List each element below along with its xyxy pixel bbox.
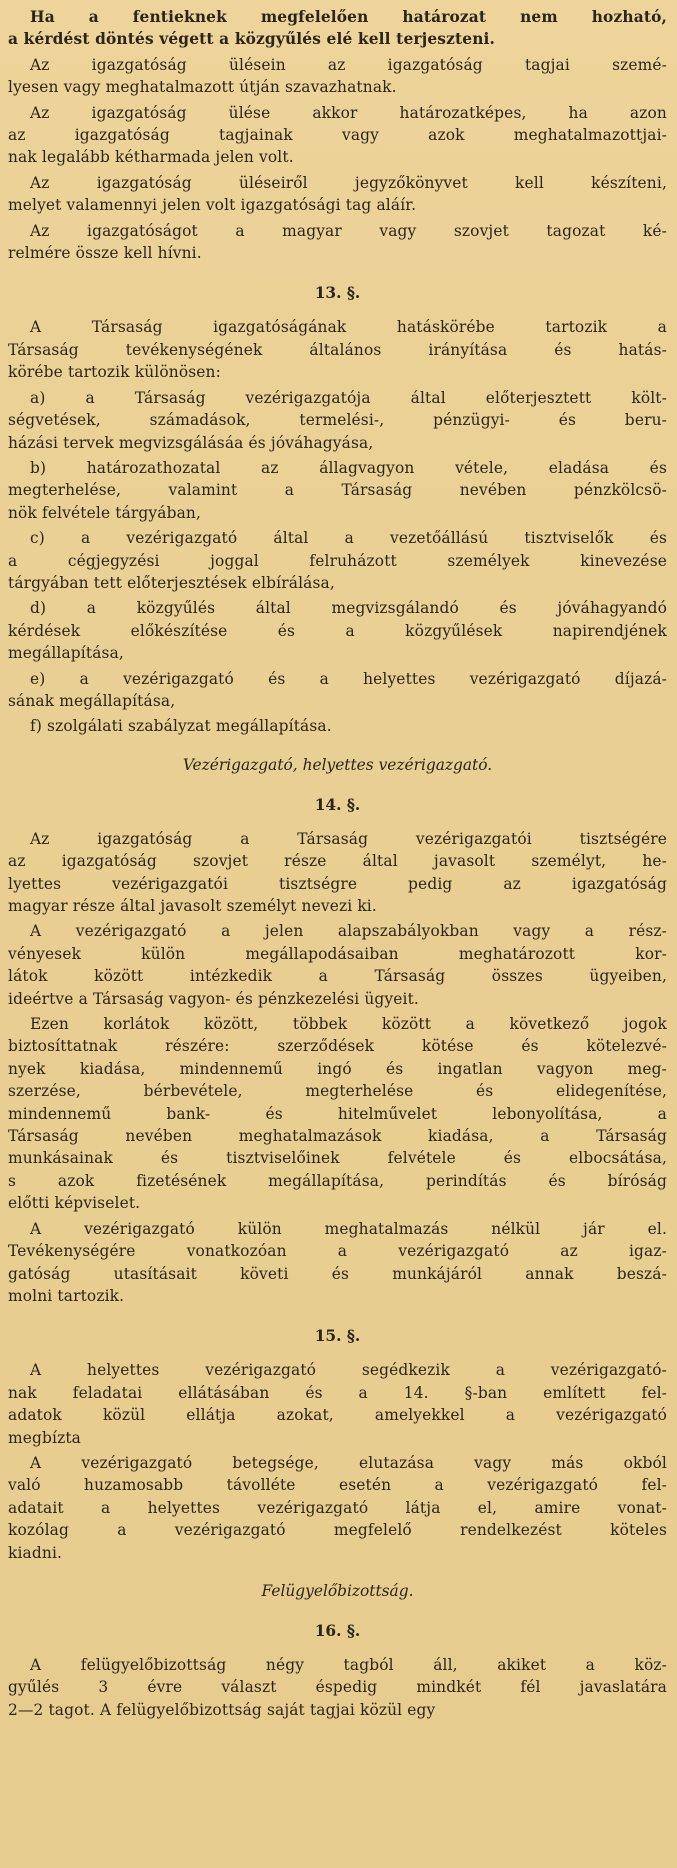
text-line: házási tervek megvizsgálásáa és jóváhagyása, [8,433,374,452]
text-line: Ezen korlátok között, többek között a következő jogok [30,1015,667,1034]
list-item [8,387,667,454]
text-line: az igazgatóság tagjainak vagy azok meghatalmazottjai- [8,126,667,145]
list-item [8,597,667,664]
text-line: adatait a helyettes vezérigazgató látja el, amire vonat- [8,1498,667,1517]
text-line: az igazgatóság szovjet része által javasolt személyt, he- [8,852,667,871]
list-item [8,668,667,713]
text-line: kérdések előkészítése és a közgyűlések napirendjének [8,621,667,640]
text-line: a kérdést döntés végett a közgyűlés elé kell terjeszteni. [8,30,496,49]
text-line: a cégjegyzési joggal felruházott személyek kinevezése [8,551,667,570]
text-line: sának megállapítása, [8,691,176,710]
text-line: nak legalább kétharmada jelen volt. [8,148,294,167]
text-line: s azok fizetésének megállapítása, perindítás és bíróság [8,1171,667,1190]
text-line: melyet valamennyi jelen volt igazgatósági tag aláír. [8,196,417,215]
text-line: lyesen vagy meghatalmazott útján szavazhatnak. [8,78,397,97]
text-line: e) a vezérigazgató és a helyettes vezérigazgató díjazá- [30,669,667,688]
list-item [8,527,667,594]
list-item [8,715,667,737]
paragraph [8,220,667,265]
text-line: A vezérigazgató a jelen alapszabályokban vagy a rész- [30,922,667,941]
section-heading: 15. §. [314,1327,361,1346]
paragraph [8,54,667,99]
text-line: A Társaság igazgatóságának hatáskörébe tartozik a [30,318,667,337]
text-line: A vezérigazgató külön meghatalmazás nélkül jár el. [30,1219,667,1238]
paragraph [8,1013,667,1215]
text-line: Társaság nevében meghatalmazások kiadása, a Társaság [8,1127,667,1146]
text-line: biztosíttatnak részére: szerződések kötése és kötelezvé- [8,1037,667,1056]
text-line: Az igazgatóság a Társaság vezérigazgatói tisztségére [30,829,667,848]
section-heading: 14. §. [314,795,361,814]
text-line: kiadni. [8,1543,63,1562]
text-line: ségvetések, számadások, termelési-, pénzügyi- és beru- [8,411,667,430]
text-line: Az igazgatóság üléseiről jegyzőkönyvet kell készíteni, [30,173,667,192]
text-line: a) a Társaság vezérigazgatója által előterjesztett költ- [30,388,667,407]
paragraph [8,1359,667,1449]
text-line: megterhelése, valamint a Társaság nevében pénzkölcsö- [8,481,667,500]
text-line: Az igazgatóság ülése akkor határozatképes, ha azon [30,103,667,122]
paragraph [8,828,667,918]
text-line: ideértve a Társaság vagyon- és pénzkezelési ügyeit. [8,989,419,1008]
paragraph [8,1218,667,1308]
text-line: megbízta [8,1428,81,1447]
section-subtitle: Vezérigazgató, helyettes vezérigazgató. [182,755,493,774]
text-line: vényesek külön megállapodásaiban meghatározott kor- [8,944,667,963]
text-line: nök felvétele tárgyában, [8,503,202,522]
text-line: előtti képviselet. [8,1194,141,1213]
text-line: mindennemű bank- és hitelművelet lebonyolítása, a [8,1104,667,1123]
paragraph [8,6,667,51]
text-line: magyar része által javasolt személyt nevezi ki. [8,897,377,915]
text-line: Tevékenységére vonatkozóan a vezérigazgató az igaz- [8,1242,667,1261]
text-line: 2—2 tagot. A felügyelőbizottság saját tagjai közül egy [8,1700,436,1719]
text-line: gatóság utasításait követi és munkájáról annak beszá- [8,1264,667,1283]
paragraph [8,1654,667,1721]
text-line: molni tartozik. [8,1286,125,1305]
text-line: f) szolgálati szabályzat megállapítása. [30,717,332,736]
paragraph [8,102,667,169]
text-line: körébe tartozik különösen: [8,363,221,382]
text-line: relmére össze kell hívni. [8,244,202,263]
text-line: d) a közgyűlés által megvizsgálandó és jóváhagyandó [30,599,667,618]
text-line: A felügyelőbizottság négy tagból áll, akiket a köz- [30,1655,667,1674]
text-line: munkásainak és tisztviselőinek felvétele és elbocsátása, [8,1149,667,1168]
text-line: Társaság tevékenységének általános irányítása és hatás- [8,340,667,359]
text-line: tárgyában tett előterjesztések elbírálása, [8,573,335,592]
text-line: megállapítása, [8,644,124,663]
section-heading: 13. §. [314,284,361,303]
text-line: adatok közül ellátja azokat, amelyekkel a vezérigazgató [8,1406,667,1425]
paragraph [8,920,667,1010]
paragraph [8,172,667,217]
text-line: Az igazgatóság ülésein az igazgatóság tagjai szemé- [30,55,667,74]
text-line: lyettes vezérigazgatói tisztségre pedig az igazgatóság [8,874,667,893]
section-subtitle: Felügyelőbizottság. [261,1581,414,1600]
text-line: nak feladatai ellátásában és a 14. §-ban említett fel- [8,1383,667,1402]
text-line: Az igazgatóságot a magyar vagy szovjet tagozat ké- [30,221,667,240]
text-line: b) határozathozatal az állagvagyon vétele, eladása és [30,458,667,477]
text-line: nyek kiadása, mindennemű ingó és ingatlan vagyon meg- [8,1059,667,1078]
text-line: szerzése, bérbevétele, megterhelése és elidegenítése, [8,1082,667,1101]
text-line: c) a vezérigazgató által a vezetőállású tisztviselők és [30,529,667,548]
text-line: gyűlés 3 évre választ éspedig mindkét fél javaslatára [8,1678,667,1697]
paragraph [8,1452,667,1564]
text-line: látok között intézkedik a Társaság összes ügyeiben, [8,967,667,986]
text-line: való huzamosabb távolléte esetén a vezérigazgató fel- [8,1476,667,1495]
text-line: kozólag a vezérigazgató megfelelő rendelkezést köteles [8,1521,667,1540]
text-line: A helyettes vezérigazgató segédkezik a vezérigazgató- [30,1361,667,1380]
list-item [8,457,667,524]
section-heading: 16. §. [314,1621,361,1640]
text-line: Ha a fentieknek megfelelően határozat nem hozható, [30,8,667,26]
paragraph [8,316,667,383]
text-line: A vezérigazgató betegsége, elutazása vagy más okból [30,1453,667,1472]
